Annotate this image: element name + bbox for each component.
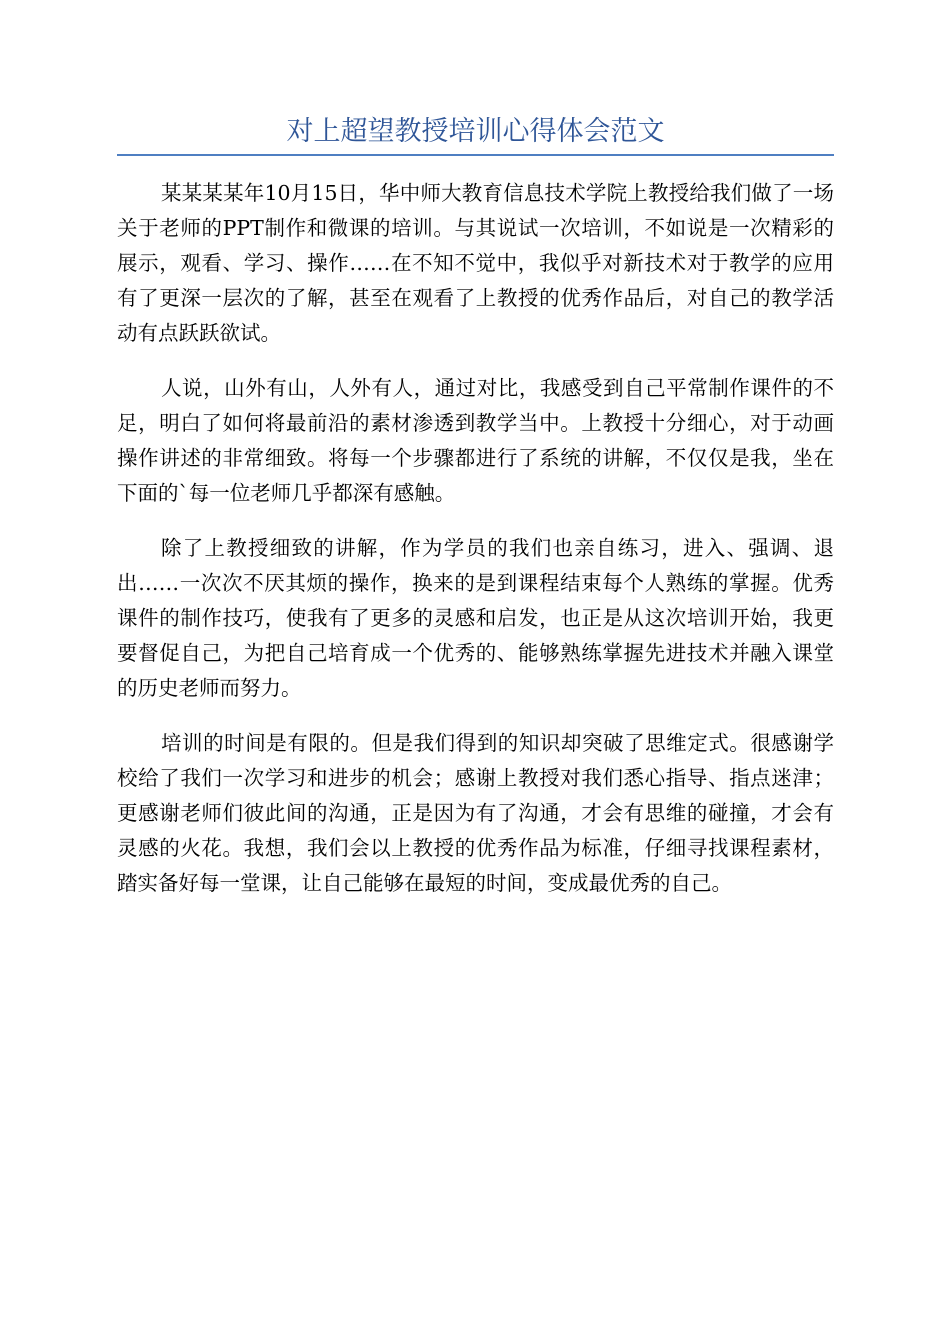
document-title: 对上超望教授培训心得体会范文 — [286, 116, 665, 147]
title-underline — [117, 154, 834, 156]
paragraph-3: 除了上教授细致的讲解，作为学员的我们也亲自练习，进入、强调、退出……一次次不厌其烦的操作，换来的是到课程结束每个人熟练的掌握。优秀课件的制作技巧，使我有了更多的灵感和启发，也正是从这次培训开始，我更要督促自己，为把自己培育成一个优秀的、能够熟练掌握先进技术并融入课堂的历史老师而努力。 — [117, 536, 834, 700]
paragraph-2: 人说，山外有山，人外有人，通过对比，我感受到自己平常制作课件的不足，明白了如何将最前沿的素材渗透到教学当中。上教授十分细心，对于动画操作讲述的非常细致。将每一个步骤都进行了系统的讲解，不仅仅是我，坐在下面的`每一位老师几乎都深有感触。 — [117, 376, 834, 505]
document-body — [117, 176, 834, 921]
paragraph-4: 培训的时间是有限的。但是我们得到的知识却突破了思维定式。很感谢学校给了我们一次学习和进步的机会；感谢上教授对我们悉心指导、指点迷津；更感谢老师们彼此间的沟通，正是因为有了沟通，才会有思维的碰撞，才会有灵感的火花。我想，我们会以上教授的优秀作品为标准，仔细寻找课程素材，踏实备好每一堂课，让自己能够在最短的时间，变成最优秀的自己。 — [117, 731, 834, 895]
paragraph-1: 某某某某年10月15日，华中师大教育信息技术学院上教授给我们做了一场关于老师的PPT制作和微课的培训。与其说试一次培训，不如说是一次精彩的展示，观看、学习、操作……在不知不觉中，我似乎对新技术对于教学的应用有了更深一层次的了解，甚至在观看了上教授的优秀作品后，对自己的教学活动有点跃跃欲试。 — [117, 181, 834, 345]
